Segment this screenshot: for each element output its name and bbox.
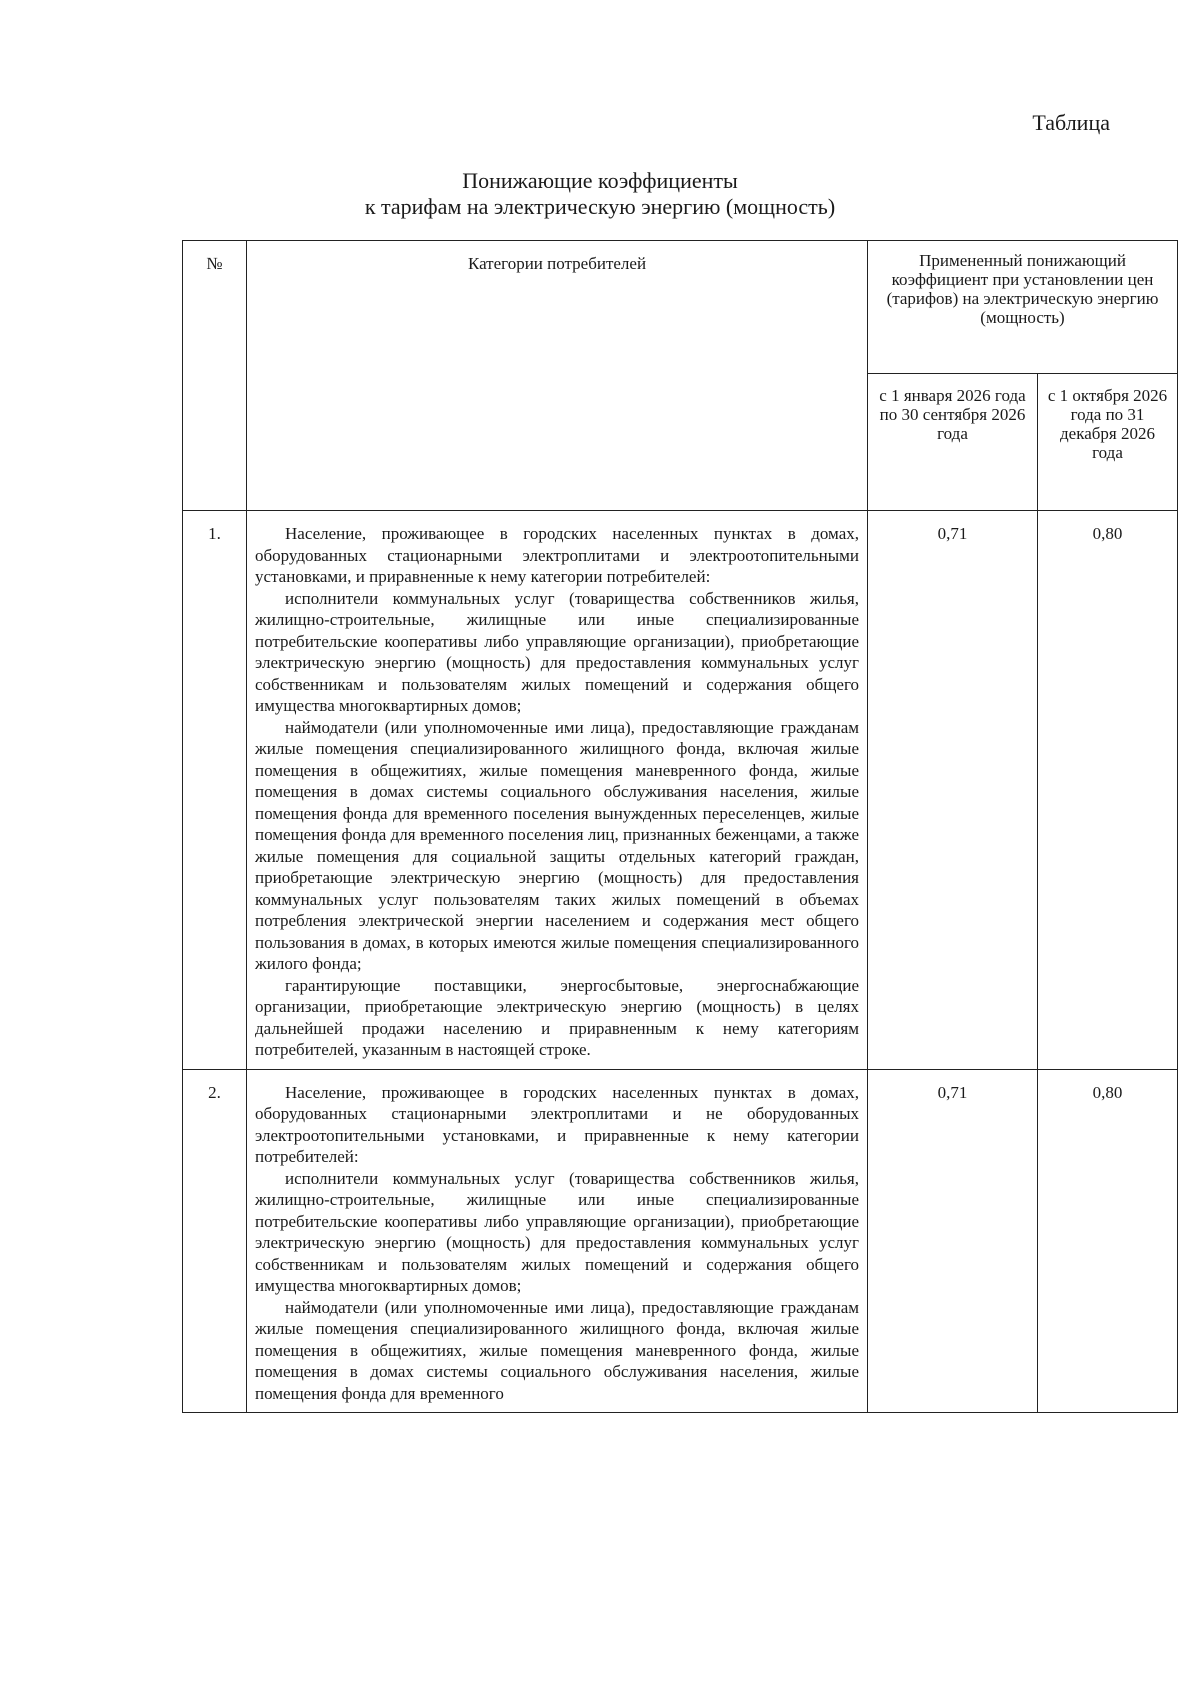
table-row [183,1069,1178,1413]
row-number: 2. [183,1069,247,1413]
row-value-period-2: 0,80 [1038,1069,1178,1413]
header-number: № [183,241,247,511]
paragraph: наймодатели (или уполномоченные ими лица), предоставляющие гражданам жилые помещения специализированного жилищного фонда, включая жилые помещения в общежитиях, жилые помещения маневренного фонда, жилые помещения в домах системы социального обслуживания населения, жилые помещения фонда для временного [255,1297,859,1403]
row-number: 1. [183,511,247,1070]
row-value-period-2: 0,80 [1038,511,1178,1070]
paragraph: исполнители коммунальных услуг (товарищества собственников жилья, жилищно-строительные, жилищные или иные специализированные потребительские кооперативы либо управляющие организации), приобретающие электрическую энергию (мощность) для предоставления коммунальных услуг собственникам и пользователям жилых помещений и содержания общего имущества многоквартирных домов; [255,588,859,715]
row-category-text [247,1069,868,1413]
header-coefficient-group: Примененный понижающий коэффициент при установлении цен (тарифов) на электрическую энергию (мощность) [868,241,1178,374]
row-category-text [247,511,868,1070]
document-title [180,168,1020,220]
row-value-period-1: 0,71 [868,1069,1038,1413]
header-period-1: с 1 января 2026 года по 30 сентября 2026 года [868,374,1038,511]
header-category: Категории потребителей [247,241,868,511]
table-row [183,511,1178,1070]
coefficients-table [182,240,1178,1413]
paragraph: исполнители коммунальных услуг (товарищества собственников жилья, жилищно-строительные, жилищные или иные специализированные потребительские кооперативы либо управляющие организации), приобретающие электрическую энергию (мощность) для предоставления коммунальных услуг собственникам и пользователям жилых помещений и содержания общего имущества многоквартирных домов; [255,1168,859,1295]
paragraph: наймодатели (или уполномоченные ими лица), предоставляющие гражданам жилые помещения специализированного жилищного фонда, включая жилые помещения в общежитиях, жилые помещения маневренного фонда, жилые помещения в домах системы социального обслуживания населения, жилые помещения фонда для временного поселения вынужденных переселенцев, жилые помещения фонда для временного поселения лиц, признанных беженцами, а также жилые помещения для социальной защиты отдельных категорий граждан, приобретающие электрическую энергию (мощность) для предоставления коммунальных услуг пользователям таких жилых помещений в объемах потребления электрической энергии населением и содержания мест общего пользования в домах, в которых имеются жилые помещения специализированного жилого фонда; [255,717,859,973]
paragraph: Население, проживающее в городских населенных пунктах в домах, оборудованных стационарными электроплитами и не оборудованных электроотопительными установками, и приравненные к нему категории потребителей: [255,1082,859,1166]
title-line-2: к тарифам на электрическую энергию (мощность) [364,194,836,219]
paragraph: Население, проживающее в городских населенных пунктах в домах, оборудованных стационарными электроплитами и электроотопительными установками, и приравненные к нему категории потребителей: [255,524,859,586]
header-period-2: с 1 октября 2026 года по 31 декабря 2026 года [1038,374,1178,511]
table-label: Таблица [1032,110,1110,135]
paragraph: гарантирующие поставщики, энергосбытовые, энергоснабжающие организации, приобретающие электрическую энергию (мощность) в целях дальнейшей продажи населению и приравненным к нему категориям потребителей, указанным в настоящей строке. [255,975,859,1059]
row-value-period-1: 0,71 [868,511,1038,1070]
title-line-1: Понижающие коэффициенты [462,168,738,193]
